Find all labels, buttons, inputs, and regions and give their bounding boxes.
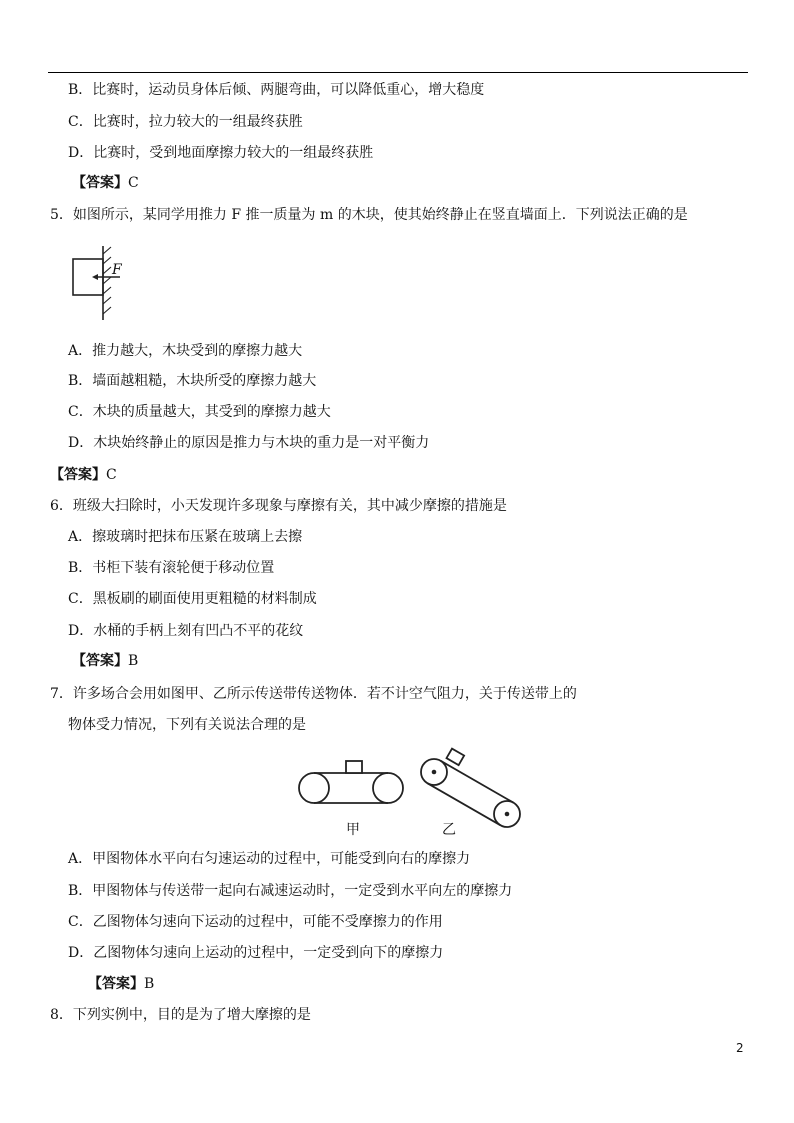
q6-option-c: C．黑板刷的刷面使用更粗糙的材料制成: [68, 591, 317, 607]
page-number: 2: [736, 1041, 744, 1055]
q5-answer: [50, 466, 117, 484]
q5-option-b: B．墙面越粗糙，木块所受的摩擦力越大: [68, 373, 317, 389]
q6-option-d: D．水桶的手柄上刻有凹凸不平的花纹: [68, 623, 304, 639]
answer-value: C: [128, 175, 139, 191]
q7-option-a: A．甲图物体水平向右匀速运动的过程中，可能受到向右的摩擦力: [68, 851, 471, 867]
q8-stem: 8．下列实例中，目的是为了增大摩擦的是: [50, 1007, 311, 1023]
label-yi: 乙: [442, 822, 456, 838]
q7-stem-line1: 7．许多场合会用如图甲、乙所示传送带传送物体．若不计空气阻力，关于传送带上的: [50, 686, 577, 702]
q7-option-c: C．乙图物体匀速向下运动的过程中，可能不受摩擦力的作用: [68, 914, 443, 930]
q7-answer: [88, 975, 154, 993]
force-label-f: F: [112, 262, 122, 278]
wall-hatching: [103, 247, 111, 314]
q5-option-a: A．推力越大，木块受到的摩擦力越大: [68, 343, 303, 359]
answer-value: B: [144, 976, 155, 992]
answer-key: 【答案】: [88, 976, 144, 992]
q7-option-d: D．乙图物体匀速向上运动的过程中，一定受到向下的摩擦力: [68, 945, 444, 961]
q6-option-a: A．擦玻璃时把抹布压紧在玻璃上去擦: [68, 529, 303, 545]
answer-value: B: [128, 653, 139, 669]
pulley-center-top: [432, 770, 437, 775]
answer-value: C: [106, 467, 117, 483]
q4-answer: [72, 174, 139, 192]
answer-key: 【答案】: [72, 653, 128, 669]
q5-option-c: C．木块的质量越大，其受到的摩擦力越大: [68, 404, 331, 420]
force-arrow-head: [92, 274, 98, 280]
q6-option-b: B．书柜下装有滚轮便于移动位置: [68, 560, 275, 576]
q6-answer: [72, 652, 138, 670]
q4-option-d: D．比赛时，受到地面摩擦力较大的一组最终获胜: [68, 145, 374, 161]
q7-option-b: B．甲图物体与传送带一起向右减速运动时，一定受到水平向左的摩擦力: [68, 883, 513, 899]
label-jia: 甲: [346, 822, 360, 838]
header-rule: [48, 72, 748, 73]
q6-stem: 6．班级大扫除时，小天发现许多现象与摩擦有关，其中减少摩擦的措施是: [50, 498, 507, 514]
q5-wall-block-figure: [70, 244, 130, 322]
q7-stem-line2: 物体受力情况，下列有关说法合理的是: [68, 717, 306, 733]
conveyor-jia: [299, 761, 403, 803]
answer-key: 【答案】: [50, 467, 106, 483]
answer-key: 【答案】: [72, 175, 128, 191]
q7-conveyor-figure: [296, 756, 532, 838]
q5-stem: 5．如图所示，某同学用推力 F 推一质量为 m 的木块，使其始终静止在竖直墙面上．下列说法正确的是: [50, 207, 688, 223]
q4-option-b: B．比赛时，运动员身体后倾、两腿弯曲，可以降低重心，增大稳度: [68, 82, 485, 98]
pulley-center-bottom: [505, 812, 510, 817]
q5-option-d: D．木块始终静止的原因是推力与木块的重力是一对平衡力: [68, 435, 430, 451]
q4-option-c: C．比赛时，拉力较大的一组最终获胜: [68, 114, 303, 130]
